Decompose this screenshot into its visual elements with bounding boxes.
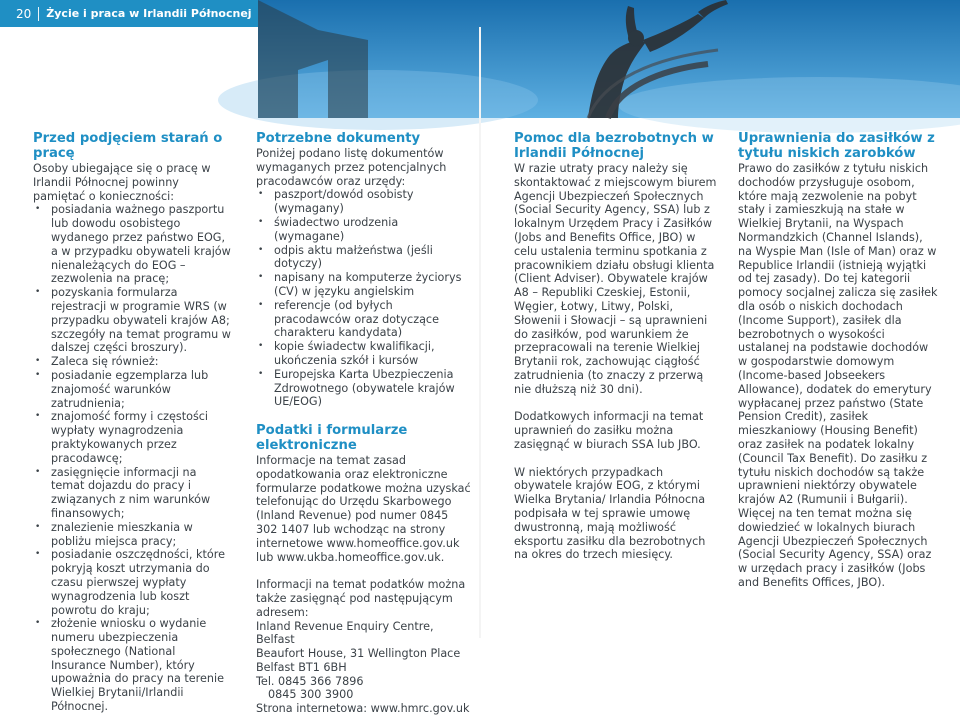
list-item: • odpis aktu małżeństwa (jeśli dotyczy) (256, 244, 471, 272)
spacer (256, 564, 471, 578)
page-divider (479, 27, 481, 638)
list-item: • złożenie wniosku o wydanie numeru ubezpieczenia społecznego (National Insurance Number), który upoważnia do pracy na terenie Wielkiej Brytanii/Irlandii Północnej. (33, 617, 233, 714)
list-item: • Zaleca się również: (33, 355, 233, 369)
unemployment-paragraph: W razie utraty pracy należy się skontaktować z miejscowym biurem Agencji Ubezpieczeń Społecznych (Social Security Agency, SSA) lub z lokalnym Urzędem Pracy i Zasiłków (Jobs and Benefits Office, JBO) w celu ustalenia terminu spotkania z pracownikiem działu obsługi klienta (Client Adviser). Obywatele krajów A8 – Republiki Czeskiej, Estonii, Węgier, Łotwy, Litwy, Polski, Słowenii i Słowacji – są uprawnieni do zasiłków, pod warunkiem że przepracowali na terenie Wielkiej Brytanii rok, zachowując ciągłość zatrudnienia (to znaczy z przerwą nie dłuższą niż 30 dni). (514, 162, 717, 396)
list-item: • napisany na komputerze życiorys (CV) w języku angielskim (256, 271, 471, 299)
column-unemployment-help (514, 131, 719, 562)
low-income-paragraph: Prawo do zasiłków z tytułu niskich dochodów przysługuje osobom, które mają zezwolenie na pobyt stały i zamieszkują na stałe w Wielkiej Brytanii, na Wyspach Normandzkich (Channel Islands), na Wyspie Man (Isle of Man) oraz w Republice Irlandii (istnieją wyjątki od tej zasady). Do tej kategorii pomocy socjalnej zalicza się zasiłek dla osób o niskich dochodach (Income Support), zasiłek dla bezrobotnych o wysokości ustalanej na podstawie dochodów w gospodarstwie domowym (Income-based Jobseekers Allowance), dodatek do emerytury wypłacanej przez państwo (State Pension Credit), zasiłek mieszkaniowy (Housing Benefit) oraz zasiłek na podatek lokalny (Council Tax Benefit). Do zasiłku z tytułu niskich dochodów są także uprawnieni niektórzy obywatele krajów A2 (Rumunii i Bułgarii). Więcej na ten temat można się dowiedzieć w lokalnych biurach Agencji Ubezpieczeń Społecznych (Social Security Agency, SSA) oraz w urzędach pracy i zasiłków (Jobs and Benefits Offices, JBO). (738, 162, 938, 589)
address-line: Inland Revenue Enquiry Centre, Belfast (256, 619, 434, 647)
website-line: Strona internetowa: www.hmrc.gov.uk (256, 702, 470, 716)
left-header-title: Życie i praca w Irlandii Północnej (46, 7, 252, 20)
address-line: Belfast BT1 6BH (256, 660, 347, 674)
list-item: • referencje (od byłych pracodawców oraz dotyczące charakteru kandydata) (256, 299, 471, 340)
heading-taxes: Podatki i formularze elektroniczne (256, 422, 408, 453)
statue-photo (258, 0, 960, 118)
list-item: • kopie świadectw kwalifikacji, ukończenia szkół i kursów (256, 340, 471, 368)
taxes-paragraph: Informacje na temat zasad opodatkowania oraz elektroniczne formularze podatkowe można uzyskać telefonując do Urzędu Skarbowego (Inland Revenue) pod numer 0845 302 1407 lub wchodząc na strony internetowe www.homeoffice.gov.uk lub www.ukba.homeoffice.gov.uk. (256, 453, 471, 564)
list-item: • paszport/dowód osobisty (wymagany) (256, 188, 471, 216)
list-item: • posiadania ważnego paszportu lub dowodu osobistego wydanego przez państwo EOG, a w przypadku obywateli krajów nienależących do EOG – zezwolenia na pracę; (33, 203, 233, 286)
column-low-income-benefits (738, 131, 938, 590)
intro-text: Osoby ubiegające się o pracę w Irlandii Północnej powinny pamiętać o konieczności: (33, 162, 211, 203)
unemployment-info-paragraph: Dodatkowych informacji na temat uprawnień do zasiłku można zasięgnąć w biurach SSA lub JBO. (514, 410, 704, 451)
header-separator (38, 7, 39, 21)
requirements-list (33, 203, 233, 369)
spacer (256, 409, 471, 423)
list-item: • Europejska Karta Ubezpieczenia Zdrowotnego (obywatele krajów UE/EOG) (256, 368, 471, 409)
heading-before-job-search: Przed podjęciem starań o pracę (33, 131, 223, 161)
list-item: • posiadanie oszczędności, które pokryją koszt utrzymania do czasu pierwszej wypłaty wynagrodzenia lub koszt powrotu do kraju; (33, 548, 233, 617)
phone-line: Tel. 0845 366 7896 (256, 674, 364, 688)
documents-intro: Poniżej podano listę dokumentów wymaganych przez potencjalnych pracodawców oraz urzędy: (256, 147, 447, 188)
phone-line-2: 0845 300 3900 (268, 688, 354, 702)
list-item: • znalezienie mieszkania w pobliżu miejsca pracy; (33, 521, 233, 549)
address-line: Beaufort House, 31 Wellington Place (256, 647, 461, 661)
statue-illustration (258, 0, 960, 118)
taxes-address-intro: Informacji na temat podatków można także zasięgnąć pod następującym adresem: (256, 578, 466, 619)
heading-unemployment-help: Pomoc dla bezrobotnych w Irlandii Północnej (514, 131, 714, 161)
list-item: • pozyskania formularza rejestracji w programie WRS (w przypadku obywateli krajów A8; szczegóły na temat programu w dalszej części broszury). (33, 286, 233, 355)
heading-required-documents: Potrzebne dokumenty (256, 131, 421, 146)
unemployment-export-paragraph: W niektórych przypadkach obywatele krajów EOG, z którymi Wielka Brytania/ Irlandia Północna podpisała w tej sprawie umowę dwustronną, mają możliwość eksportu zasiłku dla bezrobotnych na okres do trzech miesięcy. (514, 465, 706, 562)
column-before-job-search (33, 131, 233, 714)
list-item: • znajomość formy i częstości wypłaty wynagrodzenia praktykowanych przez pracodawcę; (33, 410, 233, 465)
list-item: • posiadanie egzemplarza lub znajomość warunków zatrudnienia; (33, 369, 233, 410)
recommendations-list (33, 369, 233, 714)
list-item: • świadectwo urodzenia (wymagane) (256, 216, 471, 244)
documents-list (256, 188, 471, 409)
left-page-number: 20 (16, 6, 32, 21)
list-item: • zasięgnięcie informacji na temat dojazdu do pracy i związanych z nim warunków finansowych; (33, 466, 233, 521)
heading-low-income-benefits: Uprawnienia do zasiłków z tytułu niskich zarobków (738, 131, 935, 161)
column-required-documents (256, 131, 471, 716)
spacer (514, 452, 719, 466)
spacer (514, 397, 719, 411)
